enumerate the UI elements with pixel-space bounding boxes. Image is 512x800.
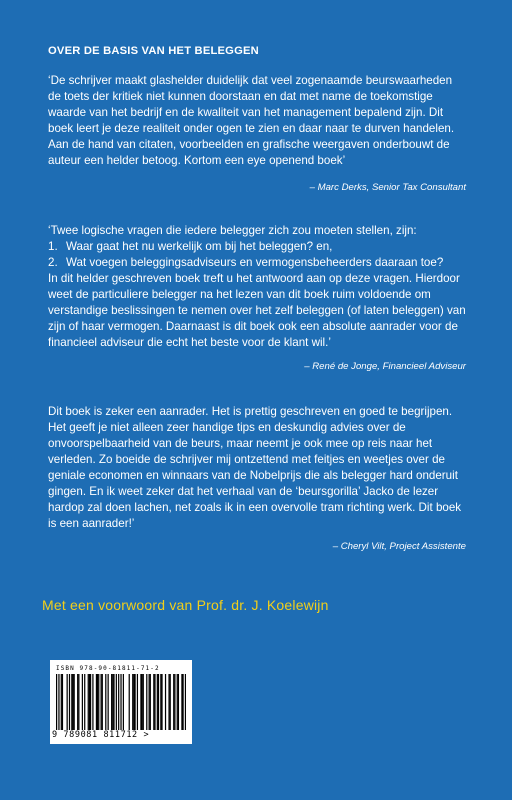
review-1-attribution: – Marc Derks, Senior Tax Consultant bbox=[309, 182, 466, 193]
barcode-bar bbox=[168, 674, 169, 730]
barcode-bar bbox=[113, 674, 114, 730]
review-2 bbox=[48, 223, 468, 351]
barcode-bars bbox=[56, 674, 186, 730]
barcode-bar bbox=[97, 674, 98, 730]
barcode-bar bbox=[69, 674, 70, 730]
barcode-bar bbox=[170, 674, 171, 730]
barcode-bar bbox=[143, 674, 144, 730]
barcode-bar bbox=[71, 674, 72, 730]
barcode-bar bbox=[161, 674, 162, 730]
review-2-attribution: – René de Jonge, Financieel Adviseur bbox=[304, 361, 466, 372]
review-2-list-item bbox=[48, 255, 468, 271]
barcode-bar bbox=[88, 674, 89, 730]
barcode-bar bbox=[108, 674, 109, 730]
review-3-text: Dit boek is zeker een aanrader. Het is prettig geschreven en goed te begrijpen. Het geeft je niet alleen zeer handige tips en deskundig advies over de onvoorspelbaarheid van de beurs, maar neemt je ook mee op reis naar het verleden. Zo boeide de schrijver mij ontzettend met feitjes en weetjes over de geniale economen en winnaars van de Nobelprijs die als belegger hard onderuit gingen. En ik weet zeker dat het verhaal van de ‘beursgorilla’ Jacko de lezer hardop zal doen lachen, net zoals ik in een overvolle tram richting werk. Dit boek is een aanrader!’ bbox=[48, 405, 462, 530]
review-3-attribution: – Cheryl Vilt, Project Assistente bbox=[332, 541, 466, 552]
foreword-note: Met een voorwoord van Prof. dr. J. Koelewijn bbox=[42, 597, 329, 613]
review-2-text: In dit helder geschreven boek treft u het antwoord aan op deze vragen. Hierdoor weet de particuliere belegger na het lezen van dit boek ruim voldoende om verstandige beslissingen te nemen over het zelf beleggen (of laten beleggen) van zijn of haar vermogen. Daarnaast is dit boek ook een absolute aanrader voor de financieel adviseur die echt het beste voor de klant wil.’ bbox=[48, 272, 466, 349]
barcode-bar bbox=[84, 674, 85, 730]
barcode-digits: 9 789081 811712 > bbox=[52, 730, 150, 740]
isbn-number: ISBN 978-90-81811-71-2 bbox=[56, 665, 160, 672]
barcode-bar bbox=[116, 674, 117, 730]
review-1-text: ‘De schrijver maakt glashelder duidelijk dat veel zogenaamde beurswaarheden de toets der kritiek niet kunnen doorstaan en dat met name de toekomstige waarde van het bedrijf en de kwaliteit van het management bepalend zijn. Dit boek leert je deze realiteit onder ogen te zien en daar naar te durven handelen. Aan de hand van citaten, voorbeelden en grafische weergaven onderbouwt de auteur een helder betoog. Kortom een eye openend boek’ bbox=[48, 74, 455, 167]
barcode-bar bbox=[96, 674, 97, 730]
barcode-bar bbox=[92, 674, 93, 730]
barcode-bar bbox=[153, 674, 154, 730]
barcode-bar bbox=[58, 674, 59, 730]
barcode-bar bbox=[111, 674, 112, 730]
barcode-bar bbox=[89, 674, 90, 730]
list-text: Wat voegen beleggingsadviseurs en vermogensbeheerders daaraan toe? bbox=[66, 256, 444, 269]
list-number: 2. bbox=[48, 256, 58, 269]
barcode-bar bbox=[129, 674, 130, 730]
barcode-bar bbox=[133, 674, 134, 730]
barcode-bar bbox=[146, 674, 147, 730]
barcode-bar bbox=[98, 674, 99, 730]
barcode-bar bbox=[102, 674, 103, 730]
barcode-bar bbox=[132, 674, 133, 730]
list-number: 1. bbox=[48, 240, 58, 253]
barcode-bar bbox=[120, 674, 121, 730]
barcode-bar bbox=[182, 674, 183, 730]
barcode-bar bbox=[56, 674, 57, 730]
barcode-bar bbox=[178, 674, 179, 730]
barcode-bar bbox=[150, 674, 151, 730]
barcode-bar bbox=[177, 674, 178, 730]
barcode-bar bbox=[173, 674, 174, 730]
barcode-bar bbox=[61, 674, 62, 730]
barcode-bar bbox=[140, 674, 141, 730]
barcode-bar bbox=[160, 674, 161, 730]
barcode-bar bbox=[141, 674, 142, 730]
barcode-bar bbox=[78, 674, 79, 730]
barcode-bar bbox=[137, 674, 138, 730]
review-2-intro: ‘Twee logische vragen die iedere belegger zich zou moeten stellen, zijn: bbox=[48, 224, 417, 237]
cover-heading: OVER DE BASIS VAN HET BELEGGEN bbox=[48, 45, 259, 57]
barcode-bar bbox=[62, 674, 63, 730]
barcode-bar bbox=[105, 674, 106, 730]
barcode-bar bbox=[118, 674, 119, 730]
barcode-bar bbox=[74, 674, 75, 730]
barcode-bar bbox=[77, 674, 78, 730]
barcode-bar bbox=[174, 674, 175, 730]
review-1 bbox=[48, 73, 468, 169]
barcode-bar bbox=[112, 674, 113, 730]
barcode-bar bbox=[185, 674, 186, 730]
review-2-list-item bbox=[48, 239, 468, 255]
barcode-bar bbox=[134, 674, 135, 730]
barcode-bar bbox=[82, 674, 83, 730]
barcode-bar bbox=[101, 674, 102, 730]
isbn-barcode bbox=[50, 660, 192, 744]
barcode-bar bbox=[165, 674, 166, 730]
barcode-bar bbox=[158, 674, 159, 730]
barcode-bar bbox=[67, 674, 68, 730]
barcode-bar bbox=[157, 674, 158, 730]
barcode-bar bbox=[123, 674, 124, 730]
barcode-bar bbox=[149, 674, 150, 730]
barcode-bar bbox=[72, 674, 73, 730]
review-3 bbox=[48, 404, 468, 532]
barcode-bar bbox=[181, 674, 182, 730]
barcode-bar bbox=[154, 674, 155, 730]
list-text: Waar gaat het nu werkelijk om bij het beleggen? en, bbox=[66, 240, 333, 253]
barcode-bar bbox=[90, 674, 91, 730]
